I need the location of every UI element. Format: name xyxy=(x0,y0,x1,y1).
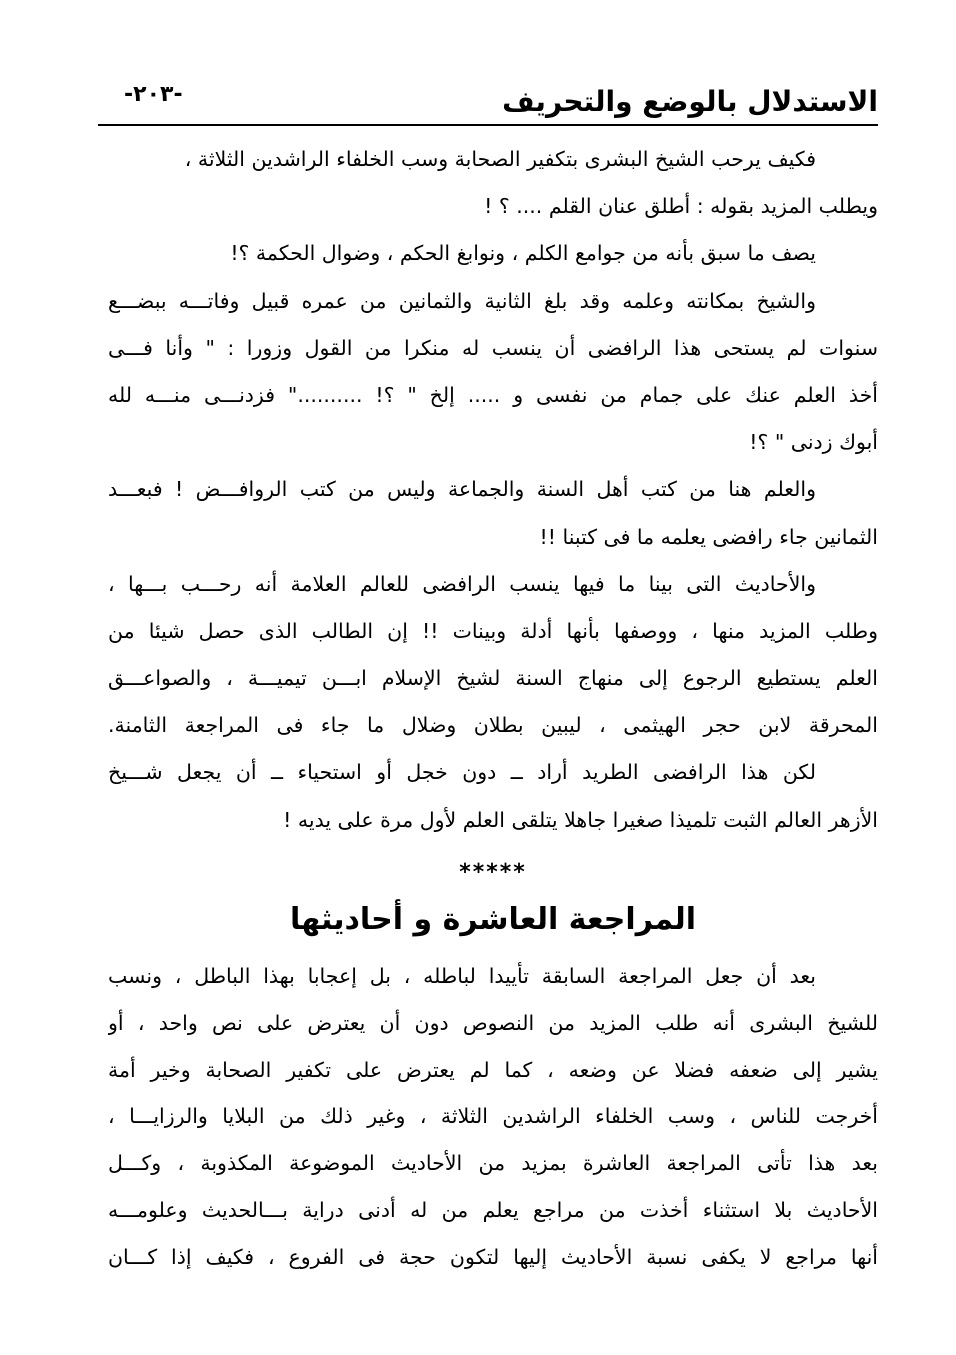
text-line: ويطلب المزيد بقوله : أطلق عنان القلم .... ؟ ! xyxy=(484,194,878,219)
text-line: الثمانين جاء رافضى يعلمه ما فى كتبنا !! xyxy=(539,524,878,549)
text-line: يشير إلى ضعفه فضلا عن وضعه ، كما لم يعترض على تكفير الصحابة وخير أمة xyxy=(108,1057,878,1082)
text-line: العلم يستطيع الرجوع إلى منهاج السنة لشيخ الإسلام ابـــن تيميـــة ، والصواعـــق xyxy=(108,666,878,691)
running-title: الاستدلال بالوضع والتحريف xyxy=(502,85,878,118)
text-line: وطلب المزيد منها ، ووصفها بأنها أدلة وبينات !! إن الطالب الذى حصل شيئا من xyxy=(108,618,878,643)
text-line: والأحاديث التى بينا ما فيها ينسب الرافضى للعالم العلامة أنه رحـــب بـــها ، xyxy=(108,571,816,596)
text-line: بعد هذا تأتى المراجعة العاشرة بمزيد من الأحاديث الموضوعة المكذوبة ، وكـــل xyxy=(108,1151,878,1176)
text-line: الأزهر العالم الثبت تلميذا صغيرا جاهلا يتلقى العلم لأول مرة على يديه ! xyxy=(283,807,878,832)
text-line: أخذ العلم عنك على جمام من نفسى و ..... إلخ " ؟! .........." فزدنـــى منـــه لله xyxy=(108,382,878,407)
text-line: والعلم هنا من كتب أهل السنة والجماعة وليس من كتب الروافـــض ! فبعـــد xyxy=(108,477,816,502)
text-block-1 xyxy=(108,136,878,844)
section-separator: ***** xyxy=(459,860,527,885)
text-line: لكن هذا الرافضى الطريد أراد ــ دون خجل أو استحياء ــ أن يجعل شـــيخ xyxy=(108,760,816,785)
text-line: بعد أن جعل المراجعة السابقة تأييدا لباطله ، بل إعجابا بهذا الباطل ، ونسب xyxy=(108,964,816,988)
text-line: أبوك زدنى " ؟! xyxy=(749,430,878,455)
text-line: فكيف يرحب الشيخ البشرى بتكفير الصحابة وسب الخلفاء الراشدين الثلاثة ، xyxy=(184,147,816,171)
text-line: سنوات لم يستحى هذا الرافضى أن ينسب له منكرا من القول وزورا : " وأنا فـــى xyxy=(108,335,878,360)
header-rule xyxy=(98,124,878,126)
text-line: أنها مراجع لا يكفى نسبة الأحاديث إليها لتكون حجة فى الفروع ، فكيف إذا كـــان xyxy=(108,1244,878,1269)
section-heading: المراجعة العاشرة و أحاديثها xyxy=(289,902,697,937)
text-line: والشيخ بمكانته وعلمه وقد بلغ الثانية والثمانين من عمره قبيل وفاتـــه ببضـــع xyxy=(108,288,816,313)
page-header xyxy=(98,78,878,122)
text-line: الأحاديث بلا استثناء أخذت من مراجع يعلم من له أدنى دراية بـــالحديث وعلومـــه xyxy=(108,1197,878,1222)
text-line: أخرجت للناس ، وسب الخلفاء الراشدين الثلاثة ، وغير ذلك من البلايا والرزايـــا ، xyxy=(108,1104,878,1129)
text-line: يصف ما سبق بأنه من جوامع الكلم ، ونوابغ الحكم ، وضوال الحكمة ؟! xyxy=(230,241,816,266)
text-block-2 xyxy=(108,953,878,1281)
text-line: للشيخ البشرى أنه طلب المزيد من النصوص دون أن يعترض على نص واحد ، أو xyxy=(108,1010,878,1035)
text-line: المحرقة لابن حجر الهيثمى ، ليبين بطلان وضلال ما جاء فى المراجعة الثامنة. xyxy=(108,713,878,738)
page-number: -٢٠٣- xyxy=(124,82,183,107)
